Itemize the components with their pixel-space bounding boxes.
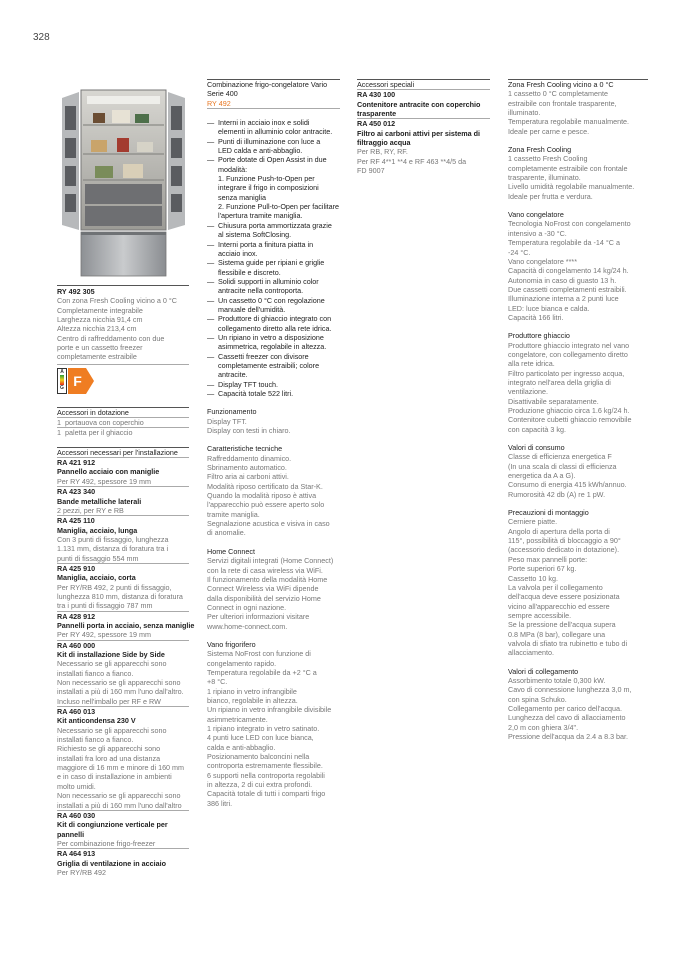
accessory-name: Kit di installazione Side by Side [57,650,165,659]
feature-bullet: — Sistema guide per ripiani e griglie [207,258,325,268]
feature-bullet-line: l'apertura tramite maniglia. [218,211,303,221]
accessory-name: trasparente [357,109,397,119]
section-line: con spina Schuko. [508,694,567,704]
accessory-description: Incluso nell'imballo per RF e RW [57,696,161,706]
section-line: Temperatura regolabile da +2 °C a [207,667,317,677]
feature-sections [207,398,340,808]
accessories-included-title: Accessori in dotazione [57,407,129,417]
section-line: ventilazione. [508,387,548,397]
section-line: 1 cassetto 0 °C completamente [508,89,608,99]
accessory-description: punti di fissaggio 554 mm [57,553,139,563]
accessory-description: Per RY/RB 492, 2 punti di fissaggio, [57,582,172,592]
accessory-code: RA 428 912 [57,611,96,621]
section-line: Connect Wireless via WiFi dipende [207,584,319,594]
accessory-code: RA 464 913 [57,849,96,859]
section-line: www.home-connect.com. [207,621,288,631]
accessory-code: RA 460 000 [57,640,96,650]
accessory-description: 2 pezzi, per RY e RB [57,505,124,515]
section-title: Zona Fresh Cooling vicino a 0 °C [508,80,614,89]
section-line: Autonomia in caso di guasto 13 h. [508,275,617,285]
feature-bullet-line: 1. Funzione Push-to-Open per [218,174,315,184]
feature-bullet: — Solidi supporti in alluminio color [207,276,319,286]
section-line: Per ulteriori informazioni visitare [207,612,310,622]
accessory-description: 1.131 mm, distanza di foratura tra i [57,544,169,554]
section-line: Consumo di energia 415 kWh/annuo. [508,480,627,490]
section-title: Zona Fresh Cooling [508,145,572,155]
accessory-code: RA 460 030 [57,810,96,820]
accessories-required-list [57,458,195,877]
feature-bullet: — Cassetti freezer con divisore [207,351,309,361]
accessory-name: Filtro ai carboni attivi per sistema di [357,128,481,138]
accessory-description: installati fianco a fianco. [57,735,134,745]
accessory-description: lunghezza 810 mm, distanza di foratura [57,591,183,601]
section-line: valvola di sfiato tra rubinetto e tubo di [508,638,628,648]
section-line: congelatore, con collegamento diretto [508,349,628,359]
accessory-description: Necessario se gli apparecchi sono [57,725,167,735]
accessory-name: pannelli [57,829,85,839]
accessory-code: RA 423 340 [57,487,96,497]
section-line: Posizionamento balconcini nella [207,752,310,762]
accessory-included-item: 1 portauova con coperchio [57,418,144,428]
section-line: Pressione dell'acqua da 2.4 a 8.3 bar. [508,732,629,741]
accessory-description: Per RY 492, spessore 19 mm [57,630,152,640]
section-line: intensivo a -30 °C. [508,228,567,238]
section-line: 0.8 MPa (8 bar), collegare una [508,629,606,639]
feature-bullet-list [207,118,340,398]
section-line: energetica da A a G). [508,471,576,481]
energy-scale-icon: A G [57,368,67,394]
section-line: (In una scala di classi di efficienza [508,461,617,471]
product-description: Con zona Fresh Cooling vicino a 0 °C Completamente integrabile Larghezza nicchia 91,4 cm Altezza nicchia 213,4 cm Centro di raffreddamento con due porte e un cassetto freezer completamente estraibile [57,296,177,362]
feature-bullet-line: manuale dell'umidità. [218,304,286,314]
section-line: dalla disponibilità del servizio Home [207,593,321,603]
section-line: LED: luce bianca e calda. [508,303,590,313]
feature-bullet: — Un cassetto 0 °C con regolazione [207,295,325,305]
product-image [57,80,190,278]
feature-bullet: — Produttore di ghiaccio integrato con [207,314,332,324]
feature-bullet-line: completamente estraibili; colore [218,360,320,370]
feature-bullet: — Capacità totale 522 litri. [207,389,294,398]
section-line: Filtro particolato per ingresso acqua, [508,368,625,378]
product-summary-column [57,285,195,877]
section-line: 2,0 m con ghiera 3/4". [508,722,579,732]
model-name: RY 492 [207,98,231,108]
accessories-required-title: Accessori necessari per l'installazione [57,447,178,457]
section-line: 4 punti luce LED con luce bianca, [207,733,314,743]
section-line: Angolo di apertura della porta di [508,526,610,536]
accessory-name: Kit anticondensa 230 V [57,716,136,726]
feature-bullet-line: acciaio inox. [218,248,258,258]
accessory-description: Non necessario se gli apparecchi sono [57,678,181,688]
feature-bullet-line: collegamento diretto alla rete idrica. [218,323,332,333]
section-title: Valori di collegamento [508,666,579,676]
accessory-name: Pannello acciaio con maniglie [57,467,160,477]
section-line: Temperatura regolabile manualmente. [508,117,630,127]
energy-class-badge: F [68,368,94,394]
section-line: in altezza, 2 di cui extra profondi. [207,780,313,790]
section-title: Home Connect [207,546,255,556]
section-line: tramite maniglia. [207,509,260,519]
accessory-description: Per RY/RB 492 [57,867,107,877]
accessory-description: e in caso di installazione in ambienti [57,772,172,782]
section-line: +8 °C. [207,677,228,687]
section-line: 1 ripiano in vetro infrangibile [207,686,297,696]
feature-bullet-line: LED calda e anti-abbaglio. [218,146,303,156]
feature-bullet-line: al sistema SoftClosing. [218,230,292,240]
section-line: (accessorio dedicato in dotazione). [508,545,620,555]
accessory-description: Non necessario se gli apparecchi sono [57,791,181,801]
section-line: Display TFT. [207,416,247,426]
section-line: allacciamento. [508,648,554,658]
feature-bullet-line: senza maniglia [218,192,266,202]
section-line: dell'acqua deve essere posizionata [508,592,620,602]
series-header: Combinazione frigo-congelatore Vario [207,80,328,89]
section-line: 6 supporti nella controporta regolabili [207,770,325,780]
accessory-description: installati fianco a fianco. [57,668,134,678]
accessory-code: RA 421 912 [57,458,96,468]
section-line: Disattivabile separatamente. [508,396,599,406]
special-accessories-title: Accessori speciali [357,80,415,89]
accessory-description: installati a più di 160 mm l'uno dall'altro [57,800,182,810]
accessory-code: RA 460 013 [57,707,96,717]
feature-bullet: — Chiusura porta ammortizzata grazie [207,220,332,230]
section-line: alla rete idrica. [508,359,555,369]
section-line: Classe di efficienza energetica F [508,452,612,462]
accessory-description: Richiesto se gli apparecchi sono [57,744,161,754]
section-line: Il funzionamento della modalità Home [207,574,328,584]
special-accessories-column [357,79,490,175]
section-line: vicino all'apparecchio ed essere [508,601,610,611]
fridge-illustration [57,80,190,278]
accessory-description: molto umidi. [57,781,96,791]
accessory-included-item: 1 paletta per il ghiaccio [57,428,133,438]
accessory-description: tra i punti di fissaggio 787 mm [57,601,153,611]
feature-bullet-line: elementi in alluminio color antracite. [218,127,333,137]
section-line: Livello umidità regolabile manualmente. [508,182,635,192]
section-line: estraibile con frontale trasparente, [508,98,617,108]
accessory-description: maggiore di 16 mm e minore di 160 mm [57,763,185,773]
section-line: controporta estremamente flessibile. [207,761,323,771]
accessory-name: Maniglia, acciaio, lunga [57,525,138,535]
section-line: Sistema NoFrost con funzione di [207,649,311,659]
feature-bullet-line: modalità: [218,164,248,174]
accessory-name: Contenitore antracite con coperchio [357,99,481,109]
section-line: congelamento rapido. [207,658,277,668]
section-line: 386 litri. [207,798,233,808]
section-line: Temperatura regolabile da -14 °C a [508,238,620,248]
accessory-name: Pannelli porta in acciaio, senza maniglie [57,620,195,630]
section-line: Ideale per carne e pesce. [508,126,590,136]
accessory-name: Griglia di ventilazione in acciaio [57,858,167,868]
section-line: 1 cassetto Fresh Cooling [508,154,588,164]
spec-sections [508,80,648,741]
feature-bullet-line: flessibile e discreto. [218,267,281,277]
accessory-description: Con 3 punti di fissaggio, lunghezza [57,534,169,544]
section-line: l'apparecchio può essere aperto solo [207,500,325,510]
section-line: con capacità 3 kg. [508,424,566,434]
section-line: Vano congelatore **** [508,256,577,266]
feature-bullet-line: asimmetrica, regolabile in altezza. [218,342,327,352]
section-line: Capacità 166 litri. [508,312,564,322]
section-title: Caratteristiche tecniche [207,444,283,454]
section-line: completamente estraibile con frontale [508,163,628,173]
feature-bullet-line: integrare il frigo in composizioni [218,183,319,193]
section-line: Porte superiori 67 kg. [508,564,577,574]
product-features-column: Combinazione frigo-congelatore Vario Serie 400 RY 492 — Interni in acciaio inox e solidi elementi in alluminio color antracite. — Punti di illuminazione con luce a LED calda e anti-abbaglio. — Porte dotate di Open Assist in due modalità: 1. Funzione Push-to-Open per integrare il frigo in composizioni senza maniglia 2. Funzione Pull-to-Open per facilitare l'apertura tramite maniglia. — Chiusura porta ammortizzata grazie al sistema SoftClosing. — Interni porta a finitura piatta in acciaio inox. — Sistema guide per ripiani e griglie flessibile e discreto. — Solidi supporti in alluminio color antracite nella controporta. — Un cassetto 0 °C con regolazione manuale dell'umidità. — Produttore di ghiaccio integrato con collegamento diretto alla rete idrica. — Un ripiano in vetro a disposizione asimmetrica, regolabile in altezza. — Cassetti freezer con divisore completamente estraibili; colore antracite. — Display TFT touch. — Capacità totale 522 litri. Funzionamento Display TFT. Display con testi in chiaro. Caratteristiche tecniche Raffreddamento dinamico. Sbrinamento automatico. Filtro aria ai carboni attivi. Modalità riposo certificato da Star-K. Quando la modalità riposo è attiva l'apparecchio può essere aperto solo tramite maniglia. Segnalazione acustica e visiva in caso di anomalie. Home Connect Servizi digitali integrati (Home Connect) con la rete di casa wireless via WiFi. Il funzionamento della modalità Home Connect Wireless via WiFi dipende dalla disponibilità del servizio Home Connect in ogni nazione. Per ulteriori informazioni visitare www.home-connect.com. Vano frigorifero Sistema NoFrost con funzione di congelamento rapido. Temperatura regolabile da +2 °C a +8 °C. 1 ripiano in vetro infrangibile bianco, regolabile in altezza. Un ripiano in vetro infrangibile divisibile asimmetricamente. 1 ripiano integrato in vetro satinato. 4 punti luce LED con luce bianca, calda e anti-abbaglio. Posizionamento balconcini nella controporta estremamente flessibile. 6 supporti nella controporta regolabili in altezza, 2 di cui extra profondi. Capacità totale di tutti i comparti frigo 386 litri. [207,80,340,808]
section-title: Funzionamento [207,407,257,417]
section-title: Vano frigorifero [207,639,256,649]
section-line: trasparente, illuminato. [508,173,581,183]
section-line: Raffreddamento dinamico. [207,453,292,463]
accessory-description: Per RY 492, spessore 19 mm [57,476,152,486]
section-line: Tecnologia NoFrost con congelamento [508,219,631,229]
section-line: Filtro aria ai carboni attivi. [207,472,289,482]
energy-label [57,368,189,396]
accessory-description: Necessario se gli apparecchi sono [57,659,167,669]
accessory-code: RA 425 110 [57,516,95,526]
feature-bullet: — Interni porta a finitura piatta in [207,239,314,249]
section-line: Due cassetti completamenti estraibili. [508,284,627,294]
section-line: Produttore ghiaccio integrato nel vano [508,340,630,350]
section-line: Un ripiano in vetro infrangibile divisibile [207,705,332,715]
special-accessories-list [357,90,490,175]
section-line: Ideale per frutta e verdura. [508,191,593,201]
accessory-name: Bande metalliche laterali [57,496,142,506]
section-title: Valori di consumo [508,443,565,453]
accessory-code: RA 425 910 [57,563,96,573]
section-line: Illuminazione interna a 2 punti luce [508,294,619,304]
accessory-name: Kit di congiunzione verticale per [57,820,168,830]
accessory-description: Per combinazione frigo-freezer [57,838,156,848]
feature-bullet-line: antracite nella controporta. [218,286,304,296]
feature-bullet: — Interni in acciaio inox e solidi [207,118,310,128]
section-line: Capacità totale di tutti i comparti frigo [207,789,326,799]
feature-bullet-line: 2. Funzione Pull-to-Open per facilitare [218,202,340,212]
section-line: Rumorosità 42 db (A) re 1 pW. [508,489,606,499]
section-line: La valvola per il collegamento [508,582,603,592]
section-title: Produttore ghiaccio [508,331,570,341]
section-line: 1 ripiano integrato in vetro satinato. [207,724,320,733]
feature-bullet: — Un ripiano in vetro a disposizione [207,332,324,342]
section-line: di anomalie. [207,528,246,538]
section-line: Servizi digitali integrati (Home Connect) [207,556,334,566]
section-line: con la rete di casa wireless via WiFi. [207,565,323,575]
section-line: -24 °C. [508,247,531,257]
section-line: Produzione ghiaccio circa 1.6 kg/24 h. [508,406,630,415]
section-line: Se la pressione dell'acqua supera [508,620,616,630]
section-line: Connect in ogni nazione. [207,602,287,612]
section-line: illuminato. [508,108,541,118]
section-line: Quando la modalità riposo è attiva [207,491,317,501]
accessory-code: RA 430 100 [357,90,396,100]
accessory-name: Maniglia, acciaio, corta [57,573,136,583]
section-line: Peso max pannelli porte: [508,554,588,564]
section-line: integrato nell'area della griglia di [508,377,611,387]
accessory-code: RA 450 012 [357,119,396,129]
section-line: Contenitore cubetti ghiaccio removibile [508,415,632,425]
section-line: Lunghezza del cavo di allacciamento [508,713,626,723]
feature-bullet-line: antracite. [218,370,248,380]
section-line: Display con testi in chiaro. [207,426,291,436]
section-line: Collegamento per carico dell'acqua. [508,703,623,713]
accessory-name: filtraggio acqua [357,138,411,148]
section-line: sempre accessibile. [508,610,572,620]
section-line: Modalità riposo certificato da Star-K. [207,481,323,491]
section-line: Sbrinamento automatico. [207,463,287,473]
accessory-description: Per RB, RY, RF. [357,147,408,157]
accessory-description: FD 9007 [357,166,385,176]
section-line: Cavo di connessione lunghezza 3,0 m, [508,685,632,695]
section-line: Cerniere piatte. [508,517,558,527]
section-line: Segnalazione acustica e visiva in caso [207,519,330,529]
accessory-description: installati fra loro ad una distanza [57,753,161,763]
product-code: RY 492 305 [57,287,95,296]
accessory-description: Per RF 4**1 **4 e RF 463 **4/5 da [357,156,467,166]
section-title: Precauzioni di montaggio [508,508,589,518]
page-number: 328 [33,32,50,43]
section-line: asimmetricamente. [207,714,268,724]
section-title: Vano congelatore [508,210,564,220]
section-line: 115°, possibilità di bloccaggio a 90° [508,536,621,546]
section-line: calda e anti-abbaglio. [207,742,276,752]
section-line: Capacità di congelamento 14 kg/24 h. [508,266,629,276]
feature-bullet: — Display TFT touch. [207,379,279,389]
section-line: Cassetto 10 kg. [508,573,558,583]
feature-bullet: — Punti di illuminazione con luce a [207,136,321,146]
section-line: Assorbimento totale 0,300 kW. [508,675,606,685]
accessory-description: installati a più di 160 mm l'uno dall'altro. [57,687,184,697]
specifications-column [508,79,648,741]
feature-bullet: — Porte dotate di Open Assist in due [207,155,327,165]
section-line: bianco, regolabile in altezza. [207,695,298,705]
